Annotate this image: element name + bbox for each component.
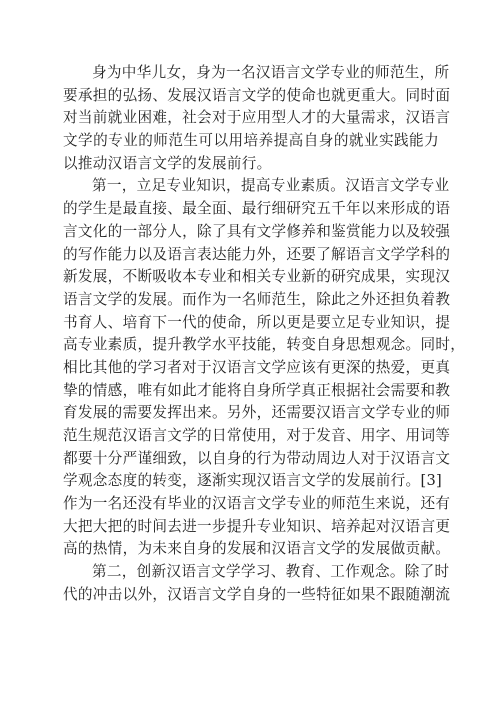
paragraph-line: 代的冲击以外，汉语言文学自身的一些特征如果不跟随潮流 — [63, 585, 451, 603]
paragraph-line: 第二，创新汉语言文学学习、教育、工作观念。除了时 — [92, 563, 450, 581]
paragraph-line: 言文化的一部分人，除了具有文学修养和鉴赏能力以及较强 — [63, 222, 451, 240]
paragraph-line: 作为一名还没有毕业的汉语言文学专业的师范生来说，还有 — [63, 495, 451, 513]
paragraph-line: 语言文学的发展。而作为一名师范生，除此之外还担负着教 — [63, 290, 451, 308]
paragraph-line: 相比其他的学习者对于汉语言文学应该有更深的热爱，更真 — [63, 358, 451, 376]
paragraph-line: 第一，立足专业知识，提高专业素质。汉语言文学专业 — [92, 177, 450, 195]
paragraph-line: 挚的情感，唯有如此才能将自身所学真正根据社会需要和教 — [63, 381, 451, 399]
paragraph-2 — [63, 175, 466, 561]
paragraph-line: 大把大把的时间去进一步提升专业知识、培养起对汉语言更 — [63, 517, 451, 535]
paragraph-line: 书育人、培育下一代的使命，所以更是要立足专业知识，提 — [63, 313, 451, 331]
paragraph-line: 的学生是最直接、最全面、最行细研究五千年以来形成的语 — [63, 200, 451, 218]
paragraph-line: 高的热情，为未来自身的发展和汉语言文学的发展做贡献。 — [63, 540, 451, 558]
paragraph-line: 范生规范汉语言文学的日常使用，对于发音、用字、用词等 — [63, 427, 451, 444]
paragraph-3 — [63, 561, 451, 606]
paragraph-line: 学观念态度的转变，逐渐实现汉语言文学的发展前行。[3] — [63, 472, 443, 490]
body-text — [63, 62, 466, 607]
paragraph-line: 对当前就业困难，社会对于应用型人才的大量需求，汉语言 — [63, 109, 451, 127]
paragraph-1 — [63, 62, 451, 175]
paragraph-line: 的写作能力以及语言表达能力外，还要了解语言文学学科的 — [63, 245, 451, 263]
paragraph-line: 育发展的需要发挥出来。另外，还需要汉语言文学专业的师 — [63, 404, 451, 422]
paragraph-line: 身为中华儿女，身为一名汉语言文学专业的师范生，所 — [92, 64, 450, 81]
paragraph-line: 都要十分严谨细致，以自身的行为带动周边人对于汉语言文 — [63, 449, 451, 467]
paragraph-line: 以推动汉语言文学的发展前行。 — [63, 154, 272, 172]
paragraph-line: 高专业素质，提升教学水平技能，转变自身思想观念。同时， — [63, 336, 466, 354]
paragraph-line: 新发展，不断吸收本专业和相关专业新的研究成果，实现汉 — [63, 268, 451, 286]
paragraph-line: 要承担的弘扬、发展汉语言文学的使命也就更重大。同时面 — [63, 86, 451, 104]
paragraph-line: 文学的专业的师范生可以用培养提高自身的就业实践能力 — [63, 132, 439, 150]
